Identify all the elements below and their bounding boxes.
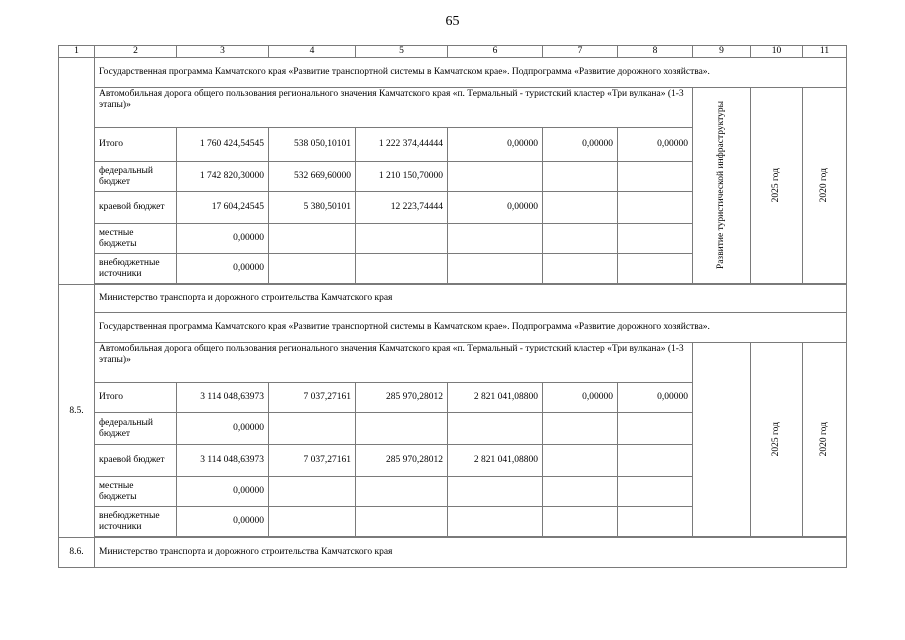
cell: 0,00000 [177, 507, 269, 537]
cell [543, 254, 618, 284]
cell [618, 192, 693, 224]
cell: 3 114 048,63973 [177, 383, 269, 413]
cell [356, 254, 448, 284]
cell [543, 192, 618, 224]
cell: 2 821 041,08800 [448, 383, 543, 413]
cell: 0,00000 [543, 128, 618, 162]
header-cell: 9 [693, 46, 751, 58]
cell: 0,00000 [177, 413, 269, 445]
cell [543, 413, 618, 445]
cell [448, 224, 543, 254]
cell [269, 224, 356, 254]
header-cell: 10 [751, 46, 803, 58]
cell: 17 604,24545 [177, 192, 269, 224]
page-number: 65 [445, 14, 460, 29]
cell: 1 210 150,70000 [356, 162, 448, 192]
object-title: Автомобильная дорога общего пользования регионального значения Камчатского края «п. Термальный - туристский кластер «Три вулкана» (1-3 этапы)» [95, 88, 693, 128]
cell: 7 037,27161 [269, 445, 356, 477]
col10-year [751, 343, 803, 537]
ministry-title: Министерство транспорта и дорожного строительства Камчатского края [95, 285, 847, 313]
col11-year [803, 343, 847, 537]
cell [448, 507, 543, 537]
cell [543, 224, 618, 254]
cell [543, 445, 618, 477]
row-label: местные бюджеты [95, 477, 177, 507]
program-title: Государственная программа Камчатского края «Развитие транспортной системы в Камчатском крае». Подпрограмма «Развитие дорожного хозяйства». [95, 313, 847, 343]
row-number-cell [59, 58, 95, 285]
cell [543, 162, 618, 192]
cell: 5 380,50101 [269, 192, 356, 224]
header-cell: 2 [95, 46, 177, 58]
header-cell: 6 [448, 46, 543, 58]
header-cell: 1 [59, 46, 95, 58]
cell [448, 254, 543, 284]
row-label: федеральный бюджет [95, 413, 177, 445]
cell: 0,00000 [618, 383, 693, 413]
cell [618, 507, 693, 537]
cell: 0,00000 [448, 192, 543, 224]
cell: 7 037,27161 [269, 383, 356, 413]
header-row [59, 46, 847, 58]
header-cell: 11 [803, 46, 847, 58]
cell [356, 477, 448, 507]
cell [448, 413, 543, 445]
row-label: краевой бюджет [95, 445, 177, 477]
cell: 1 222 374,44444 [356, 128, 448, 162]
cell: 1 742 820,30000 [177, 162, 269, 192]
cell [356, 224, 448, 254]
cell: 0,00000 [177, 224, 269, 254]
cell [543, 507, 618, 537]
row-label: Итого [95, 383, 177, 413]
cell [269, 477, 356, 507]
col9-text: Развитие туристической инфраструктуры [716, 101, 726, 270]
row-label: внебюджетные источники [95, 254, 177, 284]
col11-text: 2020 год [819, 422, 829, 457]
col9-direction [693, 88, 751, 284]
col11-text: 2020 год [819, 168, 829, 203]
cell: 0,00000 [543, 383, 618, 413]
header-cell: 5 [356, 46, 448, 58]
cell: 285 970,28012 [356, 383, 448, 413]
cell: 3 114 048,63973 [177, 445, 269, 477]
object-title: Автомобильная дорога общего пользования регионального значения Камчатского края «п. Термальный - туристский кластер «Три вулкана» (1-3 этапы)» [95, 343, 693, 383]
row-label: федеральный бюджет [95, 162, 177, 192]
cell [269, 413, 356, 445]
cell [356, 507, 448, 537]
cell [448, 162, 543, 192]
header-cell: 3 [177, 46, 269, 58]
row-label: краевой бюджет [95, 192, 177, 224]
program-title: Государственная программа Камчатского края «Развитие транспортной системы в Камчатском крае». Подпрограмма «Развитие дорожного хозяйства». [95, 58, 847, 88]
ministry-title: Министерство транспорта и дорожного строительства Камчатского края [95, 538, 847, 568]
cell: 538 050,10101 [269, 128, 356, 162]
cell [618, 224, 693, 254]
cell [618, 413, 693, 445]
cell: 0,00000 [177, 477, 269, 507]
cell [618, 162, 693, 192]
cell: 532 669,60000 [269, 162, 356, 192]
cell [543, 477, 618, 507]
cell: 285 970,28012 [356, 445, 448, 477]
cell: 1 760 424,54545 [177, 128, 269, 162]
col10-year [751, 88, 803, 284]
cell [618, 477, 693, 507]
cell [618, 445, 693, 477]
col9-empty [693, 343, 751, 537]
row-label: Итого [95, 128, 177, 162]
col10-text: 2025 год [771, 168, 781, 203]
cell [448, 477, 543, 507]
row-label: местные бюджеты [95, 224, 177, 254]
header-cell: 4 [269, 46, 356, 58]
row-number-8-5: 8.5. [59, 285, 95, 538]
row-label: внебюджетные источники [95, 507, 177, 537]
budget-table [58, 45, 847, 568]
cell: 2 821 041,08800 [448, 445, 543, 477]
cell [269, 507, 356, 537]
header-cell: 8 [618, 46, 693, 58]
cell: 0,00000 [618, 128, 693, 162]
col10-text: 2025 год [771, 422, 781, 457]
col11-year [803, 88, 847, 284]
cell [356, 413, 448, 445]
cell: 0,00000 [177, 254, 269, 284]
row-number-8-6: 8.6. [59, 538, 95, 568]
cell [618, 254, 693, 284]
cell: 12 223,74444 [356, 192, 448, 224]
cell [269, 254, 356, 284]
cell: 0,00000 [448, 128, 543, 162]
header-cell: 7 [543, 46, 618, 58]
